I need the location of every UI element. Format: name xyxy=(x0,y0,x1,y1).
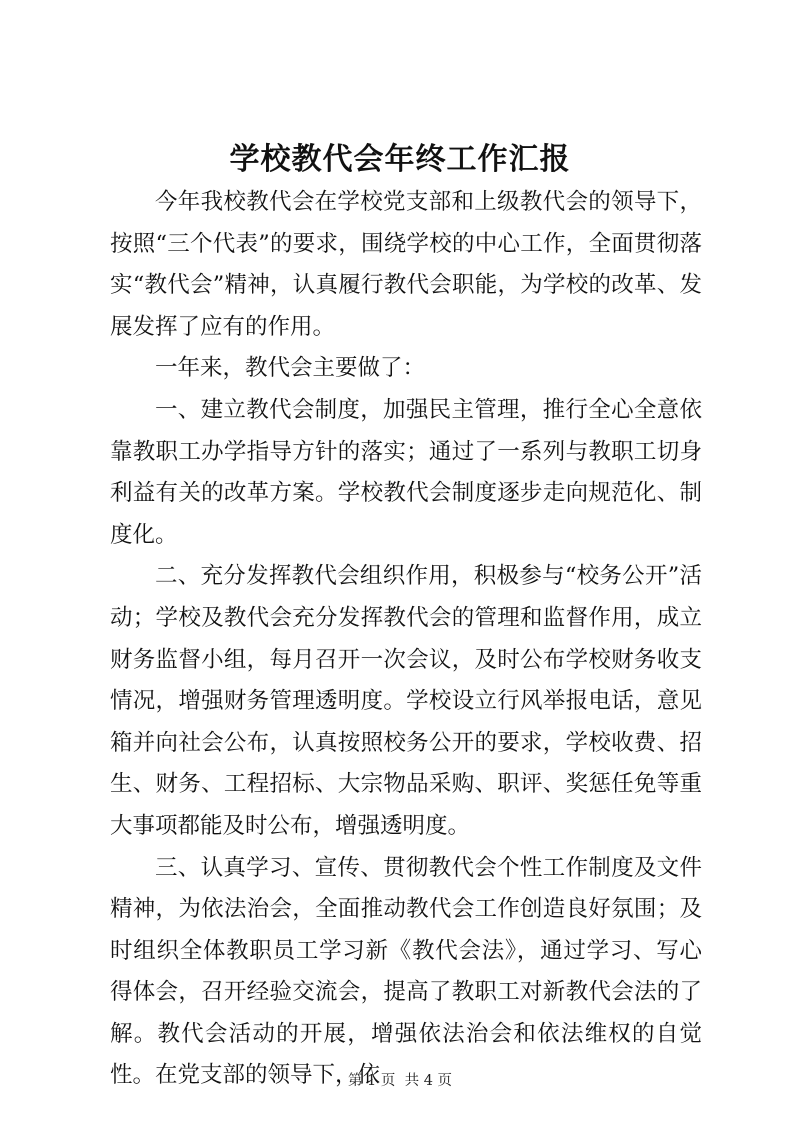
paragraph-intro: 今年我校教代会在学校党支部和上级教代会的领导下，按照“三个代表”的要求，围绕学校的中心工作，全面贯彻落实“教代会”精神，认真履行教代会职能，为学校的改革、发展发挥了应有的作用。 xyxy=(110,189,702,340)
paragraph-item-1: 一、建立教代会制度，加强民主管理，推行全心全意依靠教职工办学指导方针的落实；通过了一系列与教职工切身利益有关的改革方案。学校教代会制度逐步走向规范化、制度化。 xyxy=(110,396,702,548)
document-title: 学校教代会年终工作汇报 xyxy=(229,142,571,177)
page-number-label: 第 1 页 共 4 页 xyxy=(347,1073,453,1089)
paragraph-item-2: 二、充分发挥教代会组织作用，积极参与“校务公开”活动；学校及教代会充分发挥教代会的管理和监督作用，成立财务监督小组，每月召开一次会议，及时公布学校财务收支情况，增强财务管理透明度。学校设立行风举报电话，意见箱并向社会公布，认真按照校务公开的要求，学校收费、招生、财务、工程招标、大宗物品采购、职评、奖惩任免等重大事项都能及时公布，增强透明度。 xyxy=(110,563,702,839)
paragraph-summary-lead: 一年来，教代会主要做了： xyxy=(155,355,426,382)
document-body xyxy=(110,182,702,1097)
paragraph-item-3: 三、认真学习、宣传、贯彻教代会个性工作制度及文件精神，为依法治会，全面推动教代会工作创造良好氛围；及时组织全体教职员工学习新《教代会法》，通过学习、写心得体会，召开经验交流会，提高了教职工对新教代会法的了解。教代会活动的开展，增强依法治会和依法维权的自觉性。在党支部的领导下，依 xyxy=(110,854,702,1089)
page-footer xyxy=(0,1071,800,1091)
